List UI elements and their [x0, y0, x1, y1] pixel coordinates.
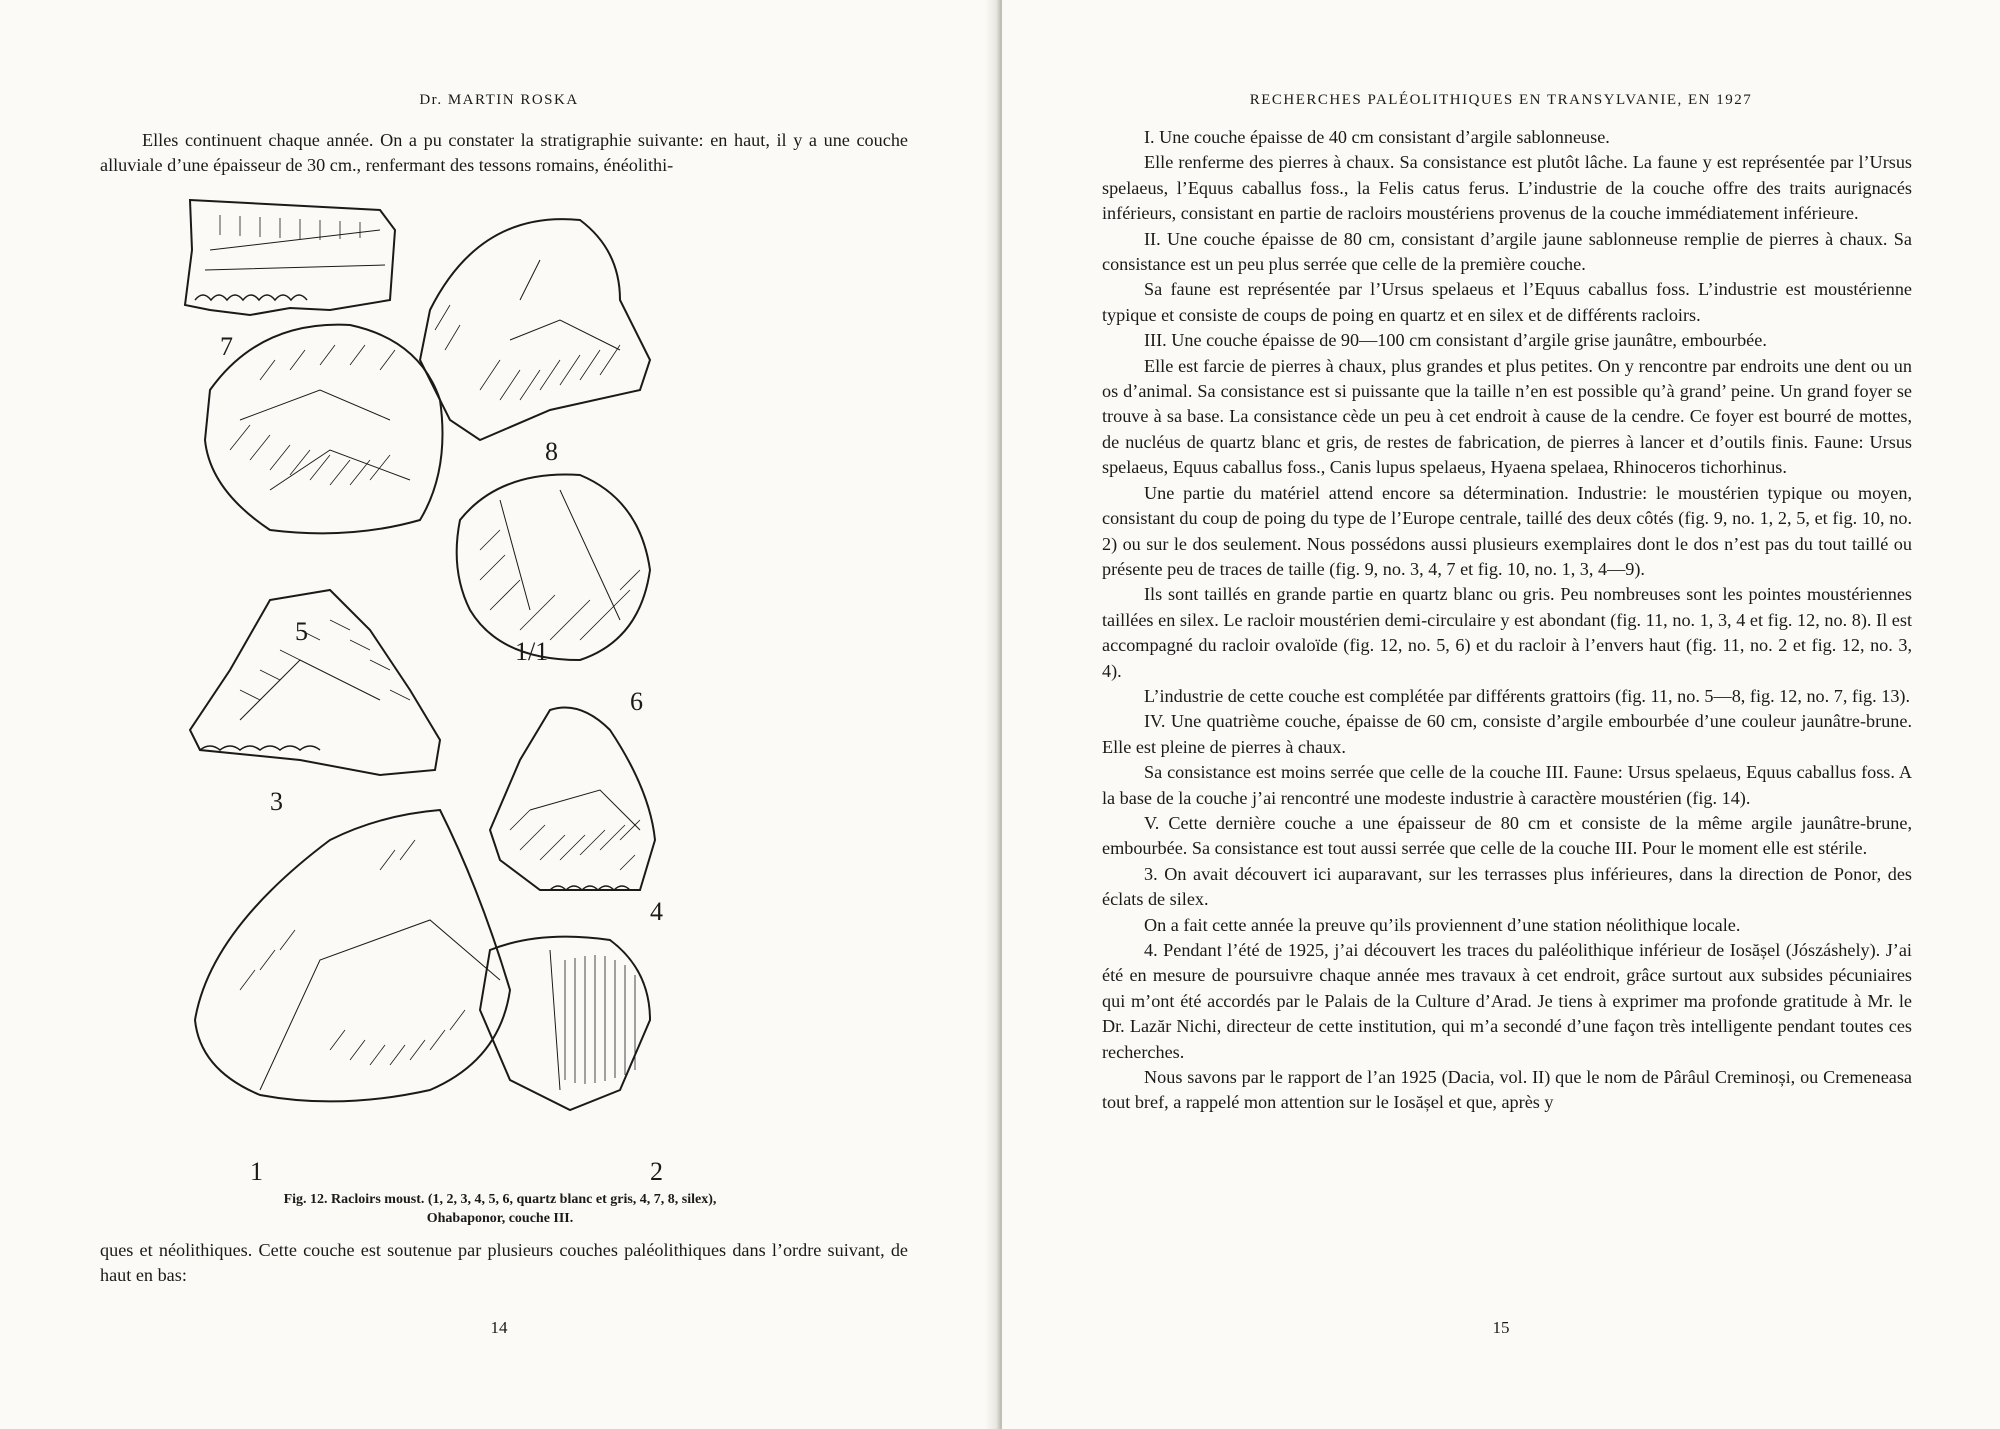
left-bottom-text — [100, 1238, 908, 1289]
artifact-3 — [190, 590, 440, 775]
right-body-text — [1102, 125, 1912, 1116]
label-3: 3 — [270, 787, 283, 816]
label-7: 7 — [220, 332, 233, 361]
paragraph: L’industrie de cette couche est complétée par différents grattoirs (fig. 11, no. 5—8, fig. 12, no. 7, fig. 13). — [1144, 685, 1911, 706]
paragraph: On a fait cette année la preuve qu’ils proviennent d’une station néolithique locale. — [1144, 914, 1741, 935]
label-8: 8 — [545, 437, 558, 466]
running-head-right: RECHERCHES PALÉOLITHIQUES EN TRANSYLVANIE, EN 1927 — [1249, 92, 1753, 108]
right-page — [1002, 0, 2000, 1429]
paragraph: Elle renferme des pierres à chaux. Sa consistance est plutôt lâche. La faune y est représentée par l’Ursus spelaeus, l’Equus caballus foss., la Felis catus ferus. L’industrie de la couche offre des traits aurignacés inférieurs, consistant en partie de racloirs moustériens provenus de la couche immédiatement inférieure. — [1102, 152, 1912, 224]
figure-12-drawing — [180, 190, 880, 1190]
paragraph: III. Une couche épaisse de 90—100 cm consistant d’argile grise jaunâtre, embourbée. — [1144, 330, 1767, 351]
running-head-left: Dr. MARTIN ROSKA — [419, 92, 579, 108]
label-4: 4 — [650, 897, 663, 926]
label-5: 5 — [295, 617, 308, 646]
left-top-paragraph: Elles continuent chaque année. On a pu constater la stratigraphie suivante: en haut, il y a une couche alluviale d’une épaisseur de 30 cm., renfermant des tessons romains, énéolithi- — [100, 130, 908, 176]
artifact-2 — [480, 937, 650, 1110]
paragraph: Ils sont taillés en grande partie en quartz blanc ou gris. Peu nombreuses sont les pointes moustériennes taillées en silex. Le racloir moustérien demi-circulaire y est abondant (fig. 11, no. 1, 3, 4 et fig. 12, no. 8). Il est accompagné du racloir ovaloïde (fig. 12, no. 5, 6) et du racloir à l’envers haut (fig. 11, no. 2 et fig. 12, no. 3, 4). — [1102, 584, 1912, 681]
paragraph: Elle est farcie de pierres à chaux, plus grandes et plus petites. On y rencontre par endroits une dent ou un os d’animal. Sa consistance est si puissante que la taille n’en est possible qu’à grand’ peine. Un grand foyer se trouve à sa base. La consistance cède un peu à cet endroit à cause de la cendre. Ce foyer est bourré de mottes, de nucléus de quartz blanc et gris, de restes de fabrication, de pierres à lancer et d’outils finis. Faune: Ursus spelaeus, Equus caballus foss., Canis lupus spelaeus, Hyaena spelaea, Rhinoceros tichorhinus. — [1102, 355, 1912, 478]
label-6: 6 — [630, 687, 643, 716]
paragraph: 4. Pendant l’été de 1925, j’ai découvert les traces du paléolithique inférieur de Iosășel (Jószáshely). J’ai été en mesure de poursuivre chaque année mes travaux à cet endroit, grâce surtout aux subsides pécuniaires qui m’ont été accordés par le Palais de la Culture d’Arad. Je tiens à exprimer ma profonde gratitude à Mr. le Dr. Lazăr Nichi, directeur de cette institution, qui m’a secondé d’une façon très intelligente pendant toutes ces recherches. — [1102, 940, 1912, 1062]
label-scale: 1/1 — [515, 637, 549, 666]
page-number-left: 14 — [490, 1318, 508, 1337]
figure-12 — [180, 190, 880, 1190]
artifact-8 — [420, 219, 650, 440]
caption-line-1: Fig. 12. Racloirs moust. (1, 2, 3, 4, 5, 6, quartz blanc et gris, 4, 7, 8, silex), — [283, 1192, 717, 1207]
artifact-1 — [195, 810, 510, 1101]
paragraph: IV. Une quatrième couche, épaisse de 60 cm, consiste d’argile embourbée d’une couleur jaunâtre-brune. Elle est pleine de pierres à chaux. — [1102, 711, 1912, 757]
paragraph: V. Cette dernière couche a une épaisseur de 80 cm et consiste de la même argile jaunâtre-brune, embourbée. Sa consistance est tout aussi serrée que celle de la couche III. Pour le moment elle est stérile. — [1102, 812, 1912, 859]
label-2: 2 — [650, 1157, 663, 1186]
artifact-6 — [457, 475, 650, 660]
paragraph: Sa consistance est moins serrée que celle de la couche III. Faune: Ursus spelaeus, Equus caballus foss. A la base de la couche j’ai rencontré une modeste industrie à caractère moustérien (fig. 14). — [1102, 762, 1912, 808]
caption-line-2: Ohabaponor, couche III. — [426, 1211, 574, 1226]
left-page — [0, 0, 998, 1429]
artifact-4 — [490, 708, 655, 891]
paragraph: I. Une couche épaisse de 40 cm consistant d’argile sablonneuse. — [1144, 127, 1610, 147]
left-bottom-paragraph: ques et néolithiques. Cette couche est soutenue par plusieurs couches paléolithiques dans l’ordre suivant, de haut en bas: — [100, 1240, 908, 1286]
paragraph: II. Une couche épaisse de 80 cm, consistant d’argile jaune sablonneuse remplie de pierres à chaux. Sa consistance est un peu plus serrée que celle de la première couche. — [1102, 228, 1912, 275]
label-1: 1 — [250, 1157, 263, 1186]
paragraph: Nous savons par le rapport de l’an 1925 (Dacia, vol. II) que le nom de Pârâul Creminoși, ou Cremeneasa tout bref, a rappelé mon attention sur le Iosășel et que, après y — [1102, 1067, 1912, 1113]
page-number-right: 15 — [1492, 1318, 1510, 1337]
artifact-7 — [185, 200, 395, 315]
paragraph: 3. On avait découvert ici auparavant, sur les terrasses plus inférieures, dans la direction de Ponor, des éclats de silex. — [1102, 863, 1912, 910]
left-top-text — [100, 128, 908, 179]
paragraph: Une partie du matériel attend encore sa détermination. Industrie: le moustérien typique ou moyen, consistant du coup de poing du type de l’Europe centrale, taillé des deux côtés (fig. 9, no. 1, 2, 5, et fig. 10, no. 2) ou sur le dos seulement. Nous possédons aussi plusieurs exemplaires dont le dos n’est pas du tout taillé ou présente peu de traces de taille (fig. 9, no. 3, 4, 7 et fig. 10, no. 1, 3, 4—9). — [1102, 482, 1912, 579]
artifact-5 — [205, 325, 443, 534]
paragraph: Sa faune est représentée par l’Ursus spelaeus et l’Equus caballus foss. L’industrie est moustérienne typique et consiste de coups de poing en quartz et en silex et de différents racloirs. — [1102, 279, 1912, 325]
figure-caption — [150, 1190, 850, 1228]
